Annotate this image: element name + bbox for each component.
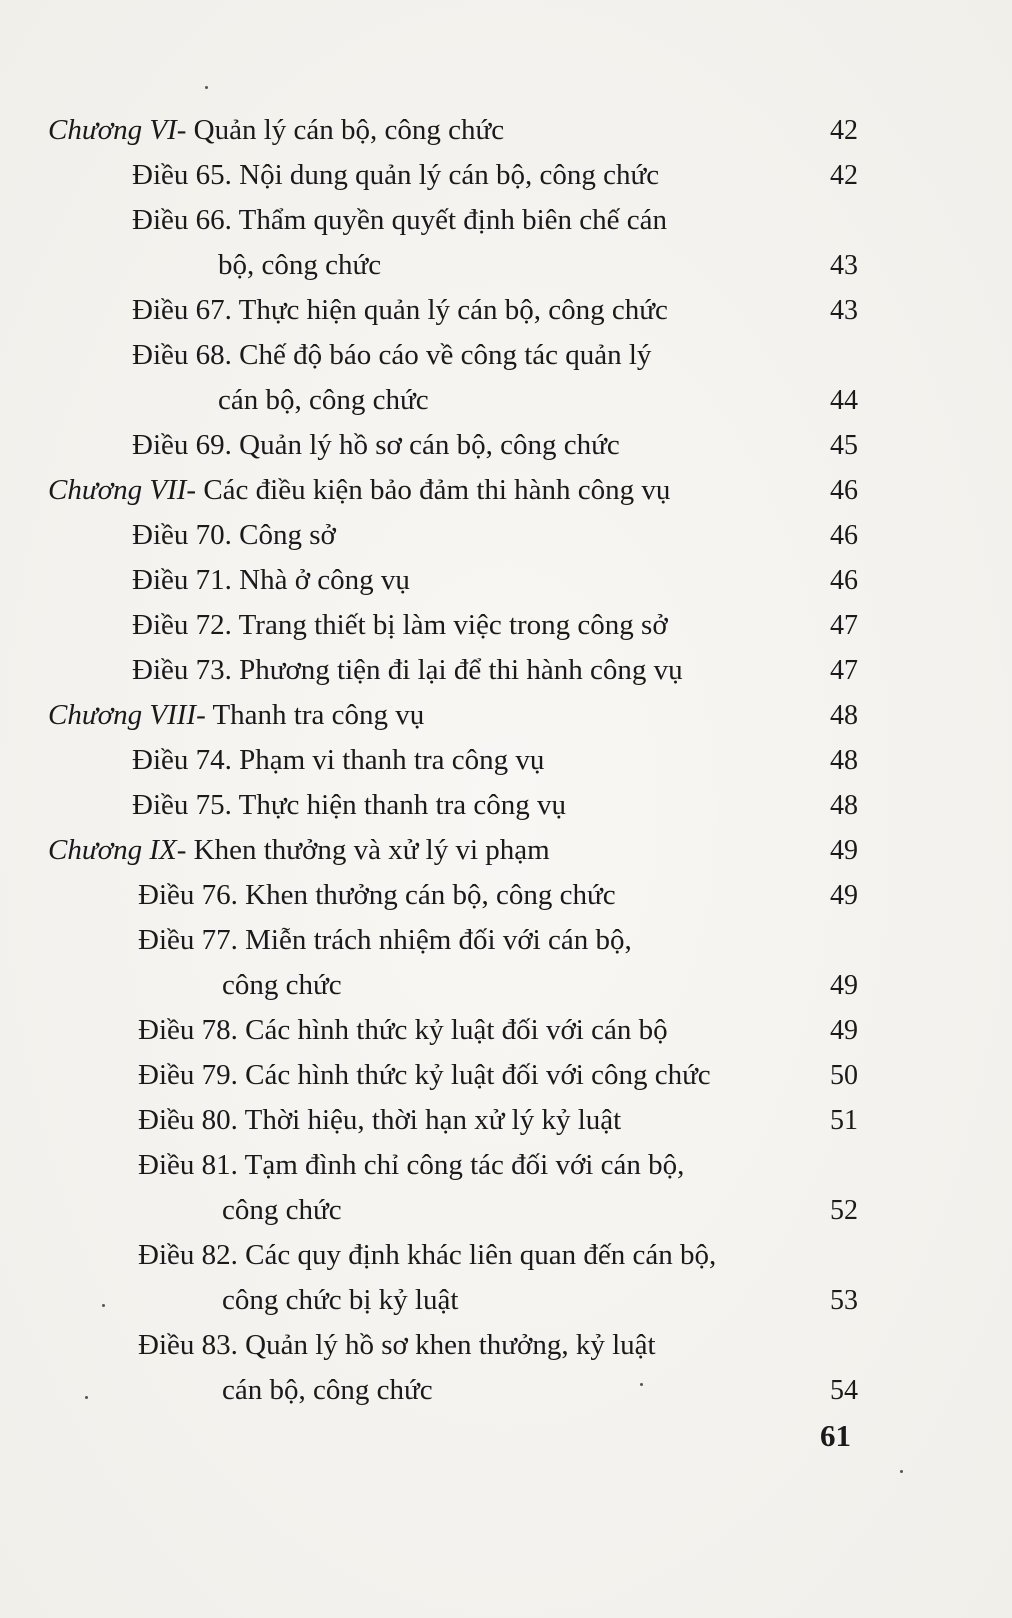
toc-article-66 [48,198,868,288]
toc-article-77 [48,918,868,1008]
toc-page-number: 48 [830,700,858,731]
toc-title-continued: công chức [222,1194,342,1226]
toc-title: Thời hiệu, thời hạn xử lý kỷ luật [244,1104,622,1136]
toc-title-continued: công chức [222,969,342,1001]
toc-page-number: 49 [830,835,858,866]
toc-label: Chương VII- [48,474,197,506]
toc-title: Trang thiết bị làm việc trong công sở [238,609,668,641]
toc-page-number: 50 [830,1060,858,1091]
toc-label: Điều 82. [138,1239,238,1271]
toc-label: Điều 69. [132,429,232,461]
toc-page-number: 48 [830,745,858,776]
toc-label: Điều 78. [138,1014,238,1046]
paper-speck [900,1470,903,1473]
toc-article-71 [48,558,868,603]
toc-label: Chương VIII- [48,699,206,731]
toc-page-number: 48 [830,790,858,821]
toc-title: Thẩm quyền quyết định biên chế cán [238,204,668,236]
toc-page-number: 42 [830,160,858,191]
toc-page-number: 52 [830,1195,858,1226]
paper-speck [205,86,208,89]
toc-label: Điều 71. [132,564,232,596]
toc-article-79 [48,1053,868,1098]
toc-title: Khen thưởng cán bộ, công chức [245,879,616,911]
toc-chapter-9 [48,828,868,873]
toc-label: Điều 68. [132,339,232,371]
toc-article-78 [48,1008,868,1053]
toc-chapter-6 [48,108,868,153]
paper-speck [85,1396,88,1399]
toc-page-number: 49 [830,880,858,911]
toc-title: Thanh tra công vụ [212,699,425,731]
toc-page-number: 47 [830,655,858,686]
toc-label: Điều 70. [132,519,232,551]
paper-speck [102,1304,105,1307]
toc-title: Nhà ở công vụ [239,564,410,596]
toc-page-number: 47 [830,610,858,641]
toc-title: Phương tiện đi lại để thi hành công vụ [239,654,683,686]
toc-label: Điều 77. [138,924,238,956]
toc-title: Khen thưởng và xử lý vi phạm [193,834,550,866]
toc-page-number: 43 [830,295,858,326]
toc-chapter-8 [48,693,868,738]
toc-title: Chế độ báo cáo về công tác quản lý [239,339,652,371]
toc-article-68 [48,333,868,423]
toc-label: Điều 79. [138,1059,238,1091]
toc-label: Điều 75. [132,789,232,821]
toc-title: Các hình thức kỷ luật đối với cán bộ [245,1014,668,1046]
toc-article-73 [48,648,868,693]
toc-page-number: 46 [830,520,858,551]
toc-label: Điều 76. [138,879,238,911]
toc-title: Thực hiện quản lý cán bộ, công chức [238,294,668,326]
toc-article-69 [48,423,868,468]
toc-label: Điều 73. [132,654,232,686]
toc-label: Điều 80. [138,1104,238,1136]
page-folio-number: 61 [820,1418,851,1453]
toc-page-number: 45 [830,430,858,461]
toc-page-number: 49 [830,1015,858,1046]
toc-page-number: 46 [830,475,858,506]
toc-page-number: 46 [830,565,858,596]
toc-page-number: 51 [830,1105,858,1136]
toc-article-81 [48,1143,868,1233]
toc-title: Công sở [239,519,336,551]
toc-page-number: 42 [830,115,858,146]
toc-title-continued: cán bộ, công chức [218,384,429,416]
toc-title: Thực hiện thanh tra công vụ [238,789,566,821]
toc-label: Điều 65. [132,159,232,191]
toc-title: Các quy định khác liên quan đến cán bộ, [245,1239,717,1271]
toc-label: Điều 81. [138,1149,238,1181]
toc-article-70 [48,513,868,558]
toc-title: Quản lý hồ sơ cán bộ, công chức [239,429,620,461]
toc-page-number: 53 [830,1285,858,1316]
toc-article-82 [48,1233,868,1323]
toc-article-83 [48,1323,868,1413]
toc-article-80 [48,1098,868,1143]
toc-title: Miễn trách nhiệm đối với cán bộ, [245,924,632,956]
table-of-contents [48,108,868,1413]
toc-label: Điều 74. [132,744,232,776]
toc-article-65 [48,153,868,198]
toc-title: Tạm đình chỉ công tác đối với cán bộ, [244,1149,685,1181]
toc-title: Quản lý hồ sơ khen thưởng, kỷ luật [245,1329,656,1361]
toc-article-67 [48,288,868,333]
toc-title-continued: bộ, công chức [218,249,382,281]
paper-speck [640,1383,643,1386]
toc-title: Các điều kiện bảo đảm thi hành công vụ [203,474,671,506]
toc-label: Điều 83. [138,1329,238,1361]
toc-page-number: 54 [830,1375,858,1406]
toc-label: Điều 67. [132,294,232,326]
toc-article-75 [48,783,868,828]
toc-title: Phạm vi thanh tra công vụ [239,744,545,776]
toc-article-74 [48,738,868,783]
toc-title-continued: cán bộ, công chức [222,1374,433,1406]
toc-title: Các hình thức kỷ luật đối với công chức [245,1059,711,1091]
toc-article-76 [48,873,868,918]
toc-page-number: 43 [830,250,858,281]
toc-label: Chương VI- [48,114,187,146]
toc-chapter-7 [48,468,868,513]
toc-title-continued: công chức bị kỷ luật [222,1284,459,1316]
toc-label: Điều 72. [132,609,232,641]
toc-article-72 [48,603,868,648]
toc-label: Điều 66. [132,204,232,236]
toc-page-number: 44 [830,385,858,416]
toc-title: Quản lý cán bộ, công chức [193,114,505,146]
toc-page-number: 49 [830,970,858,1001]
toc-label: Chương IX- [48,834,187,866]
toc-title: Nội dung quản lý cán bộ, công chức [239,159,660,191]
